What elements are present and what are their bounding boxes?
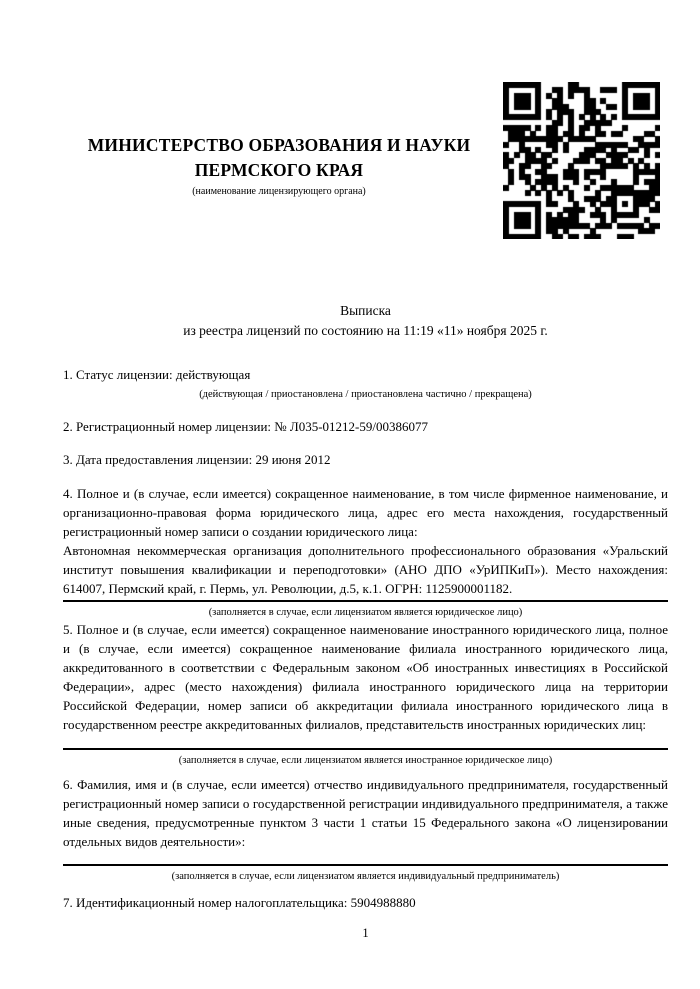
ministry-name-line2: ПЕРМСКОГО КРАЯ xyxy=(194,160,364,180)
qr-code xyxy=(503,82,660,239)
ministry-name xyxy=(63,133,495,183)
item-registration-number xyxy=(63,417,668,436)
document-title: Выписка xyxy=(340,303,391,318)
letterhead xyxy=(63,133,495,197)
foreign-entity-text: 5. Полное и (в случае, если имеется) сокращенное наименование иностранного юридического лица, полное и (в случае, если имеется) сокращенное наименование филиала иностранного юридического лица, аккредитованного в соответствии с Федеральным законом «Об иностранных инвестициях в Российской Федерации», адрес (место нахождения) филиала иностранного юридического лица на территории Российской Федерации, номер записи об аккредитации филиала иностранного юридического лица в государственном реестре аккредитованных филиалов, представительств иностранных юридических лиц: xyxy=(63,622,668,732)
item-license-status xyxy=(63,365,668,402)
registration-number-text: 2. Регистрационный номер лицензии: № Л035-01212-59/00386077 xyxy=(63,419,429,434)
grant-date-text: 3. Дата предоставления лицензии: 29 июня 2012 xyxy=(63,452,331,467)
fill-line xyxy=(63,864,668,866)
item-taxpayer-number xyxy=(63,893,668,912)
license-status-text: 1. Статус лицензии: действующая xyxy=(63,367,251,382)
item-individual-entrepreneur xyxy=(63,775,668,884)
foreign-entity-caption: (заполняется в случае, если лицензиатом является иностранное юридическое лицо) xyxy=(178,755,553,766)
legal-entity-text: 4. Полное и (в случае, если имеется) сокращенное наименование, в том числе фирменное наименование, и организационно-правовая форма юридического лица, адрес его места нахождения, государственный регистрационный номер записи о создании юридического лица: xyxy=(63,486,668,539)
item-grant-date xyxy=(63,450,668,469)
document-subtitle: из реестра лицензий по состоянию на 11:19 «11» ноября 2025 г. xyxy=(183,323,548,338)
license-status-caption: (действующая / приостановлена / приостановлена частично / прекращена) xyxy=(199,389,532,400)
individual-entrepreneur-text: 6. Фамилия, имя и (в случае, если имеется) отчество индивидуального предпринимателя, государственный регистрационный номер записи о государственной регистрации индивидуального предпринимателя, а также иные сведения, предусмотренные пунктом 3 части 1 статьи 15 Федерального закона «О лицензировании отдельных видов деятельности»: xyxy=(63,777,668,849)
individual-entrepreneur-caption: (заполняется в случае, если лицензиатом является индивидуальный предприниматель) xyxy=(171,871,560,882)
item-foreign-entity xyxy=(63,620,668,768)
ministry-name-line1: МИНИСТЕРСТВО ОБРАЗОВАНИЯ И НАУКИ xyxy=(87,135,471,155)
page-number: 1 xyxy=(362,926,369,940)
fill-line xyxy=(63,600,668,602)
legal-entity-caption: (заполняется в случае, если лицензиатом является юридическое лицо) xyxy=(208,607,523,618)
taxpayer-number-text: 7. Идентификационный номер налогоплательщика: 5904988880 xyxy=(63,895,416,910)
item-legal-entity xyxy=(63,484,668,620)
document-title-block xyxy=(63,301,668,341)
page-content xyxy=(63,0,668,989)
legal-entity-value: Автономная некоммерческая организация дополнительного профессионального образования «Уральский институт повышения квалификации и переподготовки» (АНО ДПО «УрИПКиП»). Место нахождения: 614007, Пермский край, г. Пермь, ул. Революции, д.5, к.1. ОГРН: 1125900001182. xyxy=(63,543,668,596)
ministry-caption: (наименование лицензирующего органа) xyxy=(192,186,366,197)
fill-line xyxy=(63,748,668,750)
